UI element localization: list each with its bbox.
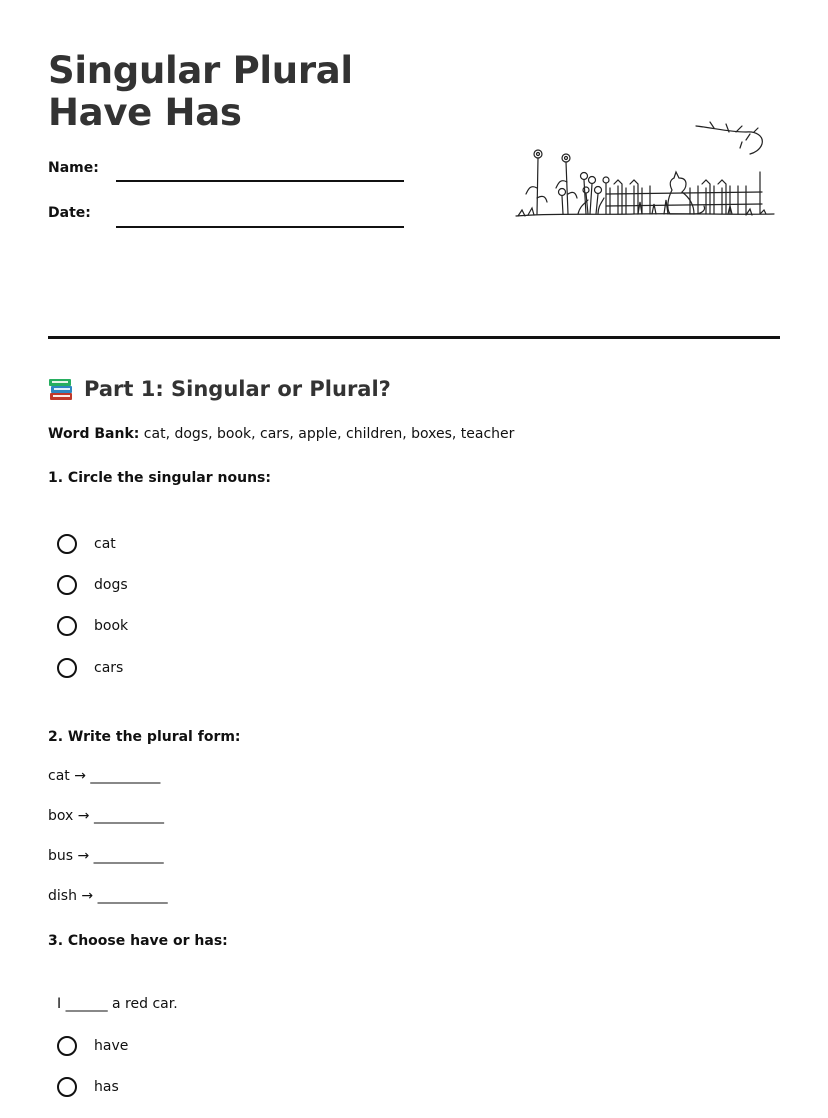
books-icon [48,375,74,403]
option-label: book [94,618,129,634]
q3-option-has[interactable] [57,1075,119,1099]
q2-item-bus[interactable]: bus → __________ [48,848,164,864]
word-bank-words: cat, dogs, book, cars, apple, children, boxes, teacher [139,426,515,442]
garden-fence-cat-illustration [514,118,776,224]
name-field-line[interactable] [116,180,404,182]
part1-heading [48,372,391,406]
q3-sentence: I ______ a red car. [57,996,178,1012]
radio-circle[interactable] [57,1036,77,1056]
q1-option-cat[interactable] [57,532,116,556]
question-2-label: 2. Write the plural form: [48,729,241,745]
word-bank-label: Word Bank: [48,426,140,442]
worksheet-title: Singular Plural Have Has [48,49,353,134]
q1-option-book[interactable] [57,614,128,638]
radio-circle[interactable] [57,616,77,636]
q3-option-have[interactable] [57,1034,128,1058]
option-label: cat [94,536,116,552]
q1-option-dogs[interactable] [57,573,128,597]
radio-circle[interactable] [57,658,77,678]
option-label: have [94,1038,129,1054]
section-divider [48,336,780,339]
q2-item-dish[interactable]: dish → __________ [48,888,168,904]
q2-item-cat[interactable]: cat → __________ [48,768,161,784]
name-label: Name: [48,160,99,176]
question-3-label: 3. Choose have or has: [48,933,228,949]
option-label: has [94,1079,119,1095]
option-label: cars [94,660,124,676]
radio-circle[interactable] [57,1077,77,1097]
radio-circle[interactable] [57,534,77,554]
q1-option-cars[interactable] [57,656,123,680]
part1-title: Part 1: Singular or Plural? [84,377,391,401]
question-1-label: 1. Circle the singular nouns: [48,470,271,486]
option-label: dogs [94,577,128,593]
q2-item-box[interactable]: box → __________ [48,808,164,824]
word-bank [48,426,514,442]
date-field-line[interactable] [116,226,404,228]
date-label: Date: [48,205,91,221]
radio-circle[interactable] [57,575,77,595]
